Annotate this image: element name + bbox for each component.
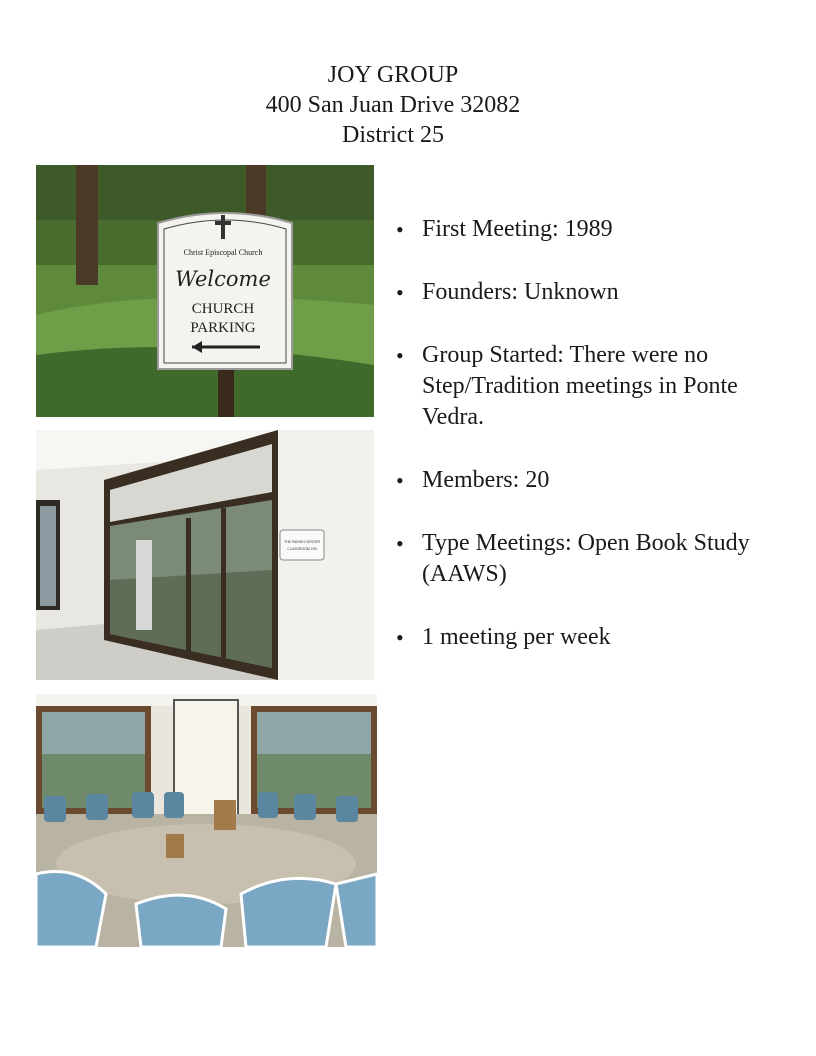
fact-first-meeting: • First Meeting: 1989 (396, 214, 756, 245)
fact-group-started: • Group Started: There were no Step/Tradition meetings in Ponte Vedra. (396, 340, 756, 433)
sign-welcome: Welcome (175, 267, 271, 291)
fact-type-meetings: • Type Meetings: Open Book Study (AAWS) (396, 528, 756, 590)
group-name: JOY GROUP (327, 62, 459, 88)
sign-line1: CHURCH (191, 301, 255, 317)
photo-meeting-room (36, 694, 377, 947)
fact-founders: • Founders: Unknown (396, 277, 756, 308)
sign-line2: PARKING (190, 320, 256, 336)
group-facts-list (396, 214, 756, 685)
group-district: District 25 (342, 122, 444, 148)
plaque-line1: THE PARISH CENTER (283, 540, 321, 544)
fact-meetings-per-week: • 1 meeting per week (396, 622, 756, 653)
photo-church-sign (36, 165, 374, 417)
page-header (0, 60, 786, 150)
group-address: 400 San Juan Drive 32082 (265, 92, 521, 118)
fact-members: • Members: 20 (396, 465, 756, 496)
photo-entrance-doors (36, 430, 374, 680)
sign-church-name: Christ Episcopal Church (183, 248, 263, 257)
plaque-line2: CLASSROOM 225 (287, 547, 317, 551)
